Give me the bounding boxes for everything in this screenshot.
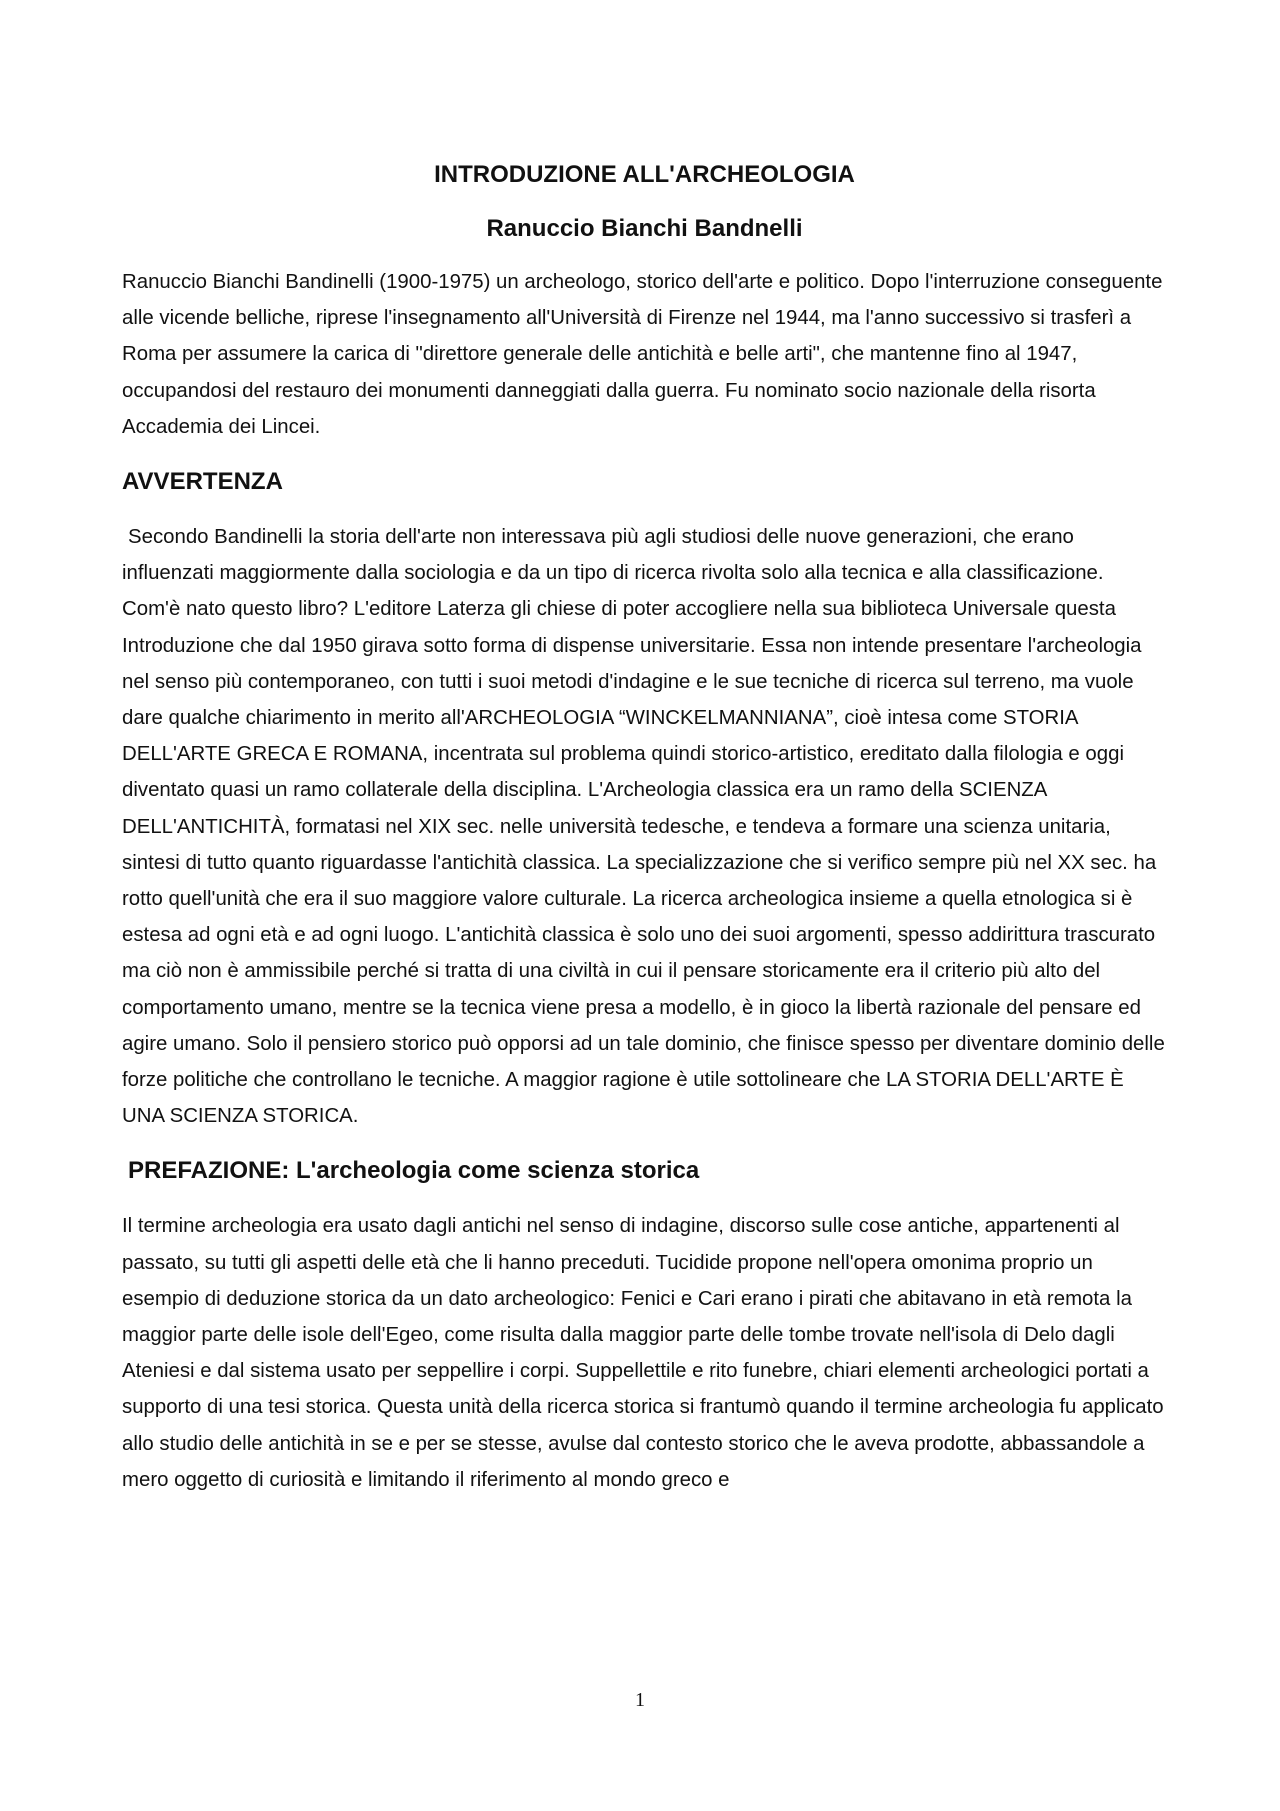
prefazione-paragraph: Il termine archeologia era usato dagli antichi nel senso di indagine, discorso sulle cose antiche, appartenenti al passato, su tutti gli aspetti delle età che li hanno preceduti. Tucidide propone nell'opera omonima proprio un esempio di deduzione storica da un dato archeologico: Fenici e Cari erano i pirati che abitavano in età remota la maggior parte delle isole dell'Egeo, come risulta dalla maggior parte delle tombe trovate nell'isola di Delo dagli Ateniesi e dal sistema usato per seppellire i corpi. Suppellettile e rito funebre, chiari elementi archeologici portati a supporto di una tesi storica. Questa unità della ricerca storica si frantumò quando il termine archeologia fu applicato allo studio delle antichità in se e per se stesse, avulse dal contesto storico che le aveva prodotte, abbassandole a mero oggetto di curiosità e limitando il riferimento al mondo greco e (122, 1215, 1164, 1491)
document-page (122, 150, 1167, 1498)
document-author: Ranuccio Bianchi Bandnelli (486, 215, 803, 242)
section-heading-avvertenza: AVVERTENZA (122, 468, 283, 496)
avvertenza-paragraph: Secondo Bandinelli la storia dell'arte non interessava più agli studiosi delle nuove generazioni, che erano influenzati maggiormente dalla sociologia e da un tipo di ricerca rivolta solo alla tecnica e alla classificazione. Com'è nato questo libro? L'editore Laterza gli chiese di poter accogliere nella sua biblioteca Universale questa Introduzione che dal 1950 girava sotto forma di dispense universitarie. Essa non intende presentare l'archeologia nel senso più contemporaneo, con tutti i suoi metodi d'indagine e le sue tecniche di ricerca sul terreno, ma vuole dare qualche chiarimento in merito all'ARCHEOLOGIA “WINCKELMANNIANA”, cioè intesa come STORIA DELL'ARTE GRECA E ROMANA, incentrata sul problema quindi storico-artistico, ereditato dalla filologia e oggi diventato quasi un ramo collaterale della disciplina. L'Archeologia classica era un ramo della SCIENZA DELL'ANTICHITÀ, formatasi nel XIX sec. nelle università tedesche, e tendeva a formare una scienza unitaria, sintesi di tutto quanto riguardasse l'antichità classica. La specializzazione che si verifico sempre più nel XX sec. ha rotto quell'unità che era il suo maggiore valore culturale. La ricerca archeologica insieme a quella etnologica si è estesa ad ogni età e ad ogni luogo. L'antichità classica è solo uno dei suoi argomenti, spesso addirittura trascurato ma ciò non è ammissibile perché si tratta di una civiltà in cui il pensare storicamente era il criterio più alto del comportamento umano, mentre se la tecnica viene presa a modello, è in gioco la libertà razionale del pensare ed agire umano. Solo il pensiero storico può opporsi ad un tale dominio, che finisce spesso per diventare dominio delle forze politiche che controllano le tecniche. A maggior ragione è utile sottolineare che LA STORIA DELL'ARTE È UNA SCIENZA STORICA. (122, 526, 1165, 1128)
document-title: INTRODUZIONE ALL'ARCHEOLOGIA (434, 161, 855, 188)
intro-paragraph: Ranuccio Bianchi Bandinelli (1900-1975) un archeologo, storico dell'arte e politico. Dopo l'interruzione conseguente alle vicende belliche, riprese l'insegnamento all'Università di Firenze nel 1944, ma l'anno successivo si trasferì a Roma per assumere la carica di "direttore generale delle antichità e belle arti", che mantenne fino al 1947, occupandosi del restauro dei monumenti danneggiati dalla guerra. Fu nominato socio nazionale della risorta Accademia dei Lincei. (122, 271, 1163, 438)
page-number: 1 (635, 1689, 645, 1711)
section-heading-prefazione: PREFAZIONE: L'archeologia come scienza storica (128, 1157, 700, 1185)
